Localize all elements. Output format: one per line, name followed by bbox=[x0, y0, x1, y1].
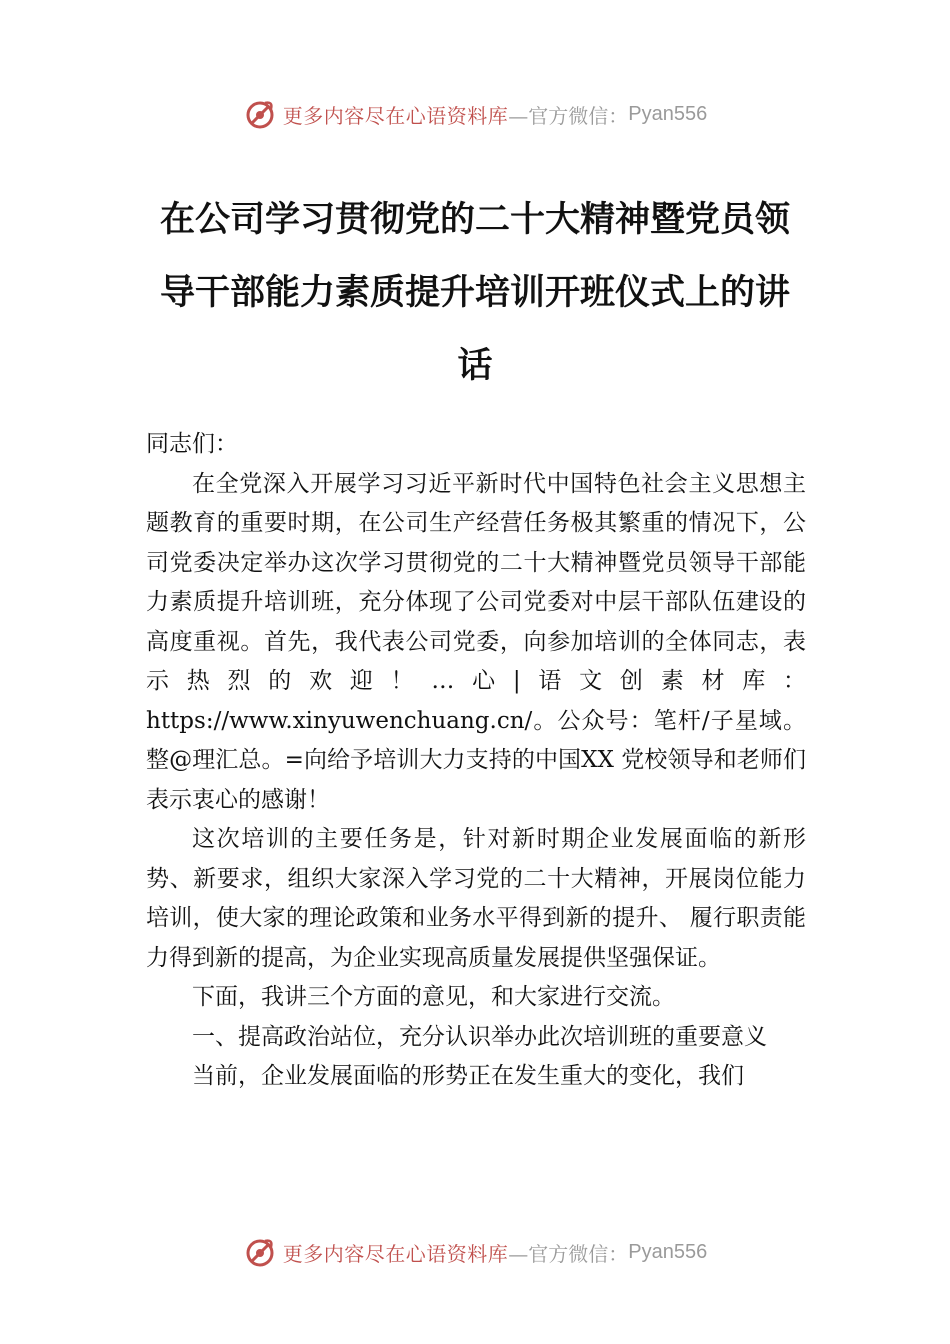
banner-text: 更多内容尽在心语资料库 bbox=[282, 1241, 509, 1266]
logo-icon bbox=[243, 1235, 277, 1269]
paragraph: 这次培训的主要任务是，针对新时期企业发展面临的新形势、新要求，组织大家深入学习党的二十大精神，开展岗位能力培训，使大家的理论政策和业务水平得到新的提升、 履行职责能力得到新的提高，为企业实现高质量发展提供坚强保证。 bbox=[146, 826, 806, 971]
banner-text: 更多内容尽在心语资料库 bbox=[282, 103, 509, 128]
banner-separator: —官方微信： bbox=[508, 103, 629, 128]
banner-handle: Pyan556 bbox=[628, 102, 708, 125]
salutation: 同志们： bbox=[146, 431, 238, 457]
paragraph: 下面，我讲三个方面的意见，和大家进行交流。 bbox=[192, 984, 675, 1010]
banner-separator: —官方微信： bbox=[508, 1241, 629, 1266]
document-body bbox=[146, 425, 806, 1097]
document-title: 在公司学习贯彻党的二十大精神暨党员领导干部能力素质提升培训开班仪式上的讲话 bbox=[159, 199, 790, 386]
footer-banner bbox=[0, 1232, 950, 1272]
section-heading: 一、提高政治站位，充分认识举办此次培训班的重要意义 bbox=[192, 1023, 767, 1050]
header-banner bbox=[0, 94, 950, 134]
paragraph: 在全党深入开展学习习近平新时代中国特色社会主义思想主题教育的重要时期，在公司生产经营任务极其繁重的情况下，公司党委决定举办这次学习贯彻党的二十大精神暨党员领导干部能力素质提升培训班，充分体现了公司党委对中层干部队伍建设的高度重视。首先，我代表公司党委，向参加培训的全体同志，表示热烈的欢迎！…心|语文创素材库：https://www.xinyuwenchuang.cn/。公众号：笔杆/子星域。整@理汇总。=向给予培训大力支持的中国XX 党校领导和老师们表示衷心的感谢！ bbox=[146, 470, 806, 813]
banner-handle: Pyan556 bbox=[628, 1240, 708, 1263]
paragraph: 当前，企业发展面临的形势正在发生重大的变化，我们 bbox=[192, 1063, 744, 1089]
logo-icon bbox=[243, 97, 277, 131]
